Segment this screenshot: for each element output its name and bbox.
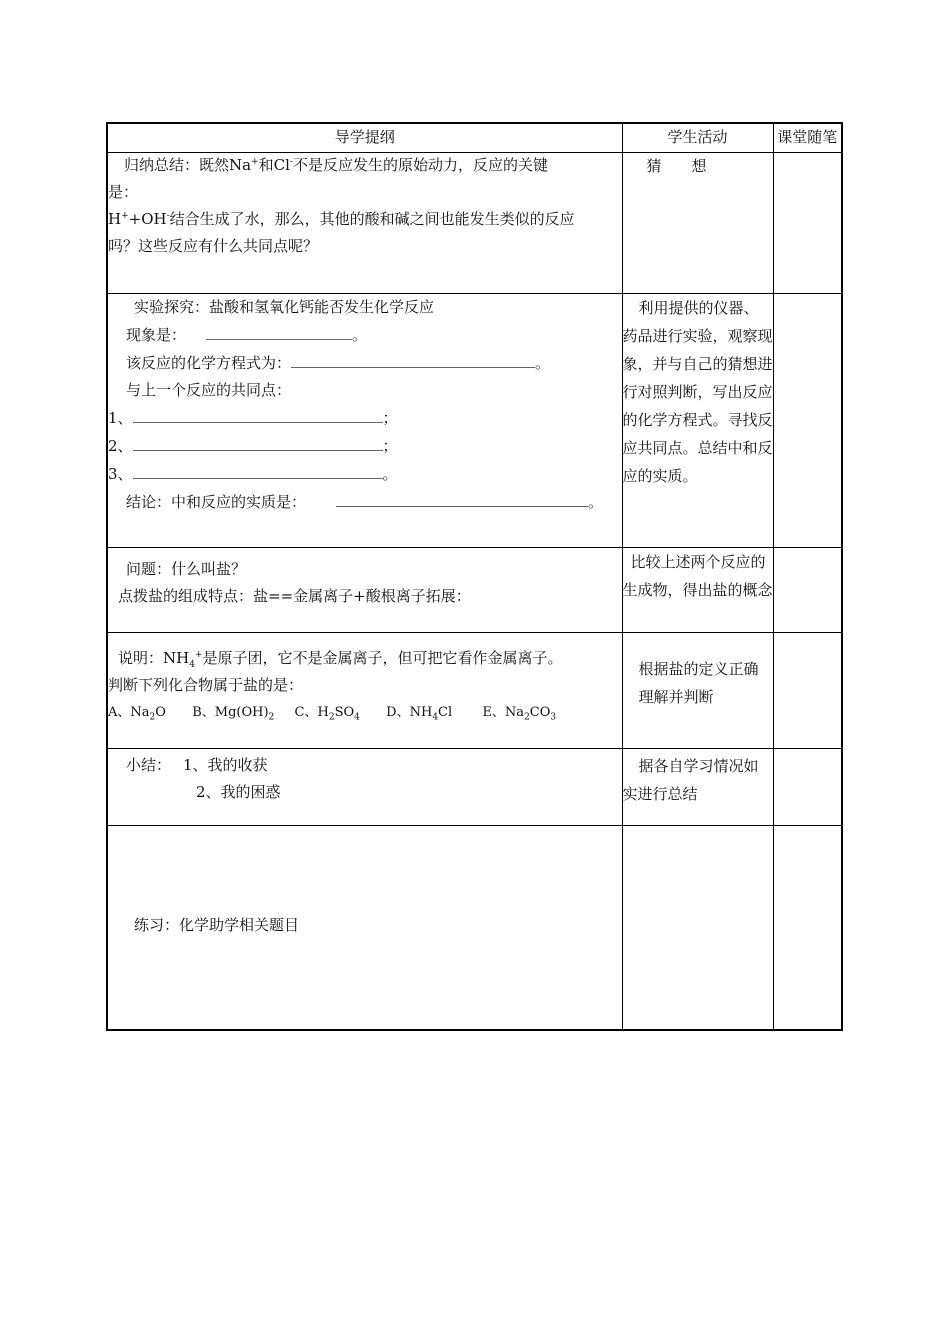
- notes-cell: [773, 749, 842, 826]
- lesson-plan-table: [106, 122, 843, 1031]
- common-points-label: 与上一个反应的共同点：: [126, 381, 292, 399]
- salt-tip: 点拨盐的组成特点：盐==金属离子+酸根离子拓展：: [118, 587, 471, 605]
- table-row: [107, 749, 842, 826]
- outline-cell-experiment: [107, 294, 622, 548]
- common-point-1-blank[interactable]: [133, 404, 383, 423]
- ammonium-note: 说明：$NH_4^+$是原子团，它不是金属离子，但可把它看作金属离子。: [118, 649, 563, 670]
- outline-cell-salt: [107, 548, 622, 633]
- notes-cell: [773, 633, 842, 749]
- summary-line-1: 归纳总结：既然Na+和Cl-不是反应发生的原始动力，反应的关键: [124, 156, 548, 174]
- activity-cell-reflection: [622, 749, 773, 826]
- notes-cell: [773, 153, 842, 294]
- option-b[interactable]: B、$Mg(OH)_2$: [192, 705, 275, 723]
- header-student-activity: 学生活动: [622, 123, 773, 153]
- phenomenon-blank[interactable]: [206, 321, 352, 340]
- exercise-line: 练习：化学助学相关题目: [134, 915, 300, 934]
- activity-cell-guess: [622, 153, 773, 294]
- activity-text: 根据盐的定义正确理解并判断: [638, 660, 759, 706]
- common-point-1: 1、 ；: [108, 404, 622, 432]
- summary-line-4: 吗？这些反应有什么共同点呢？: [108, 237, 319, 255]
- notes-cell: [773, 548, 842, 633]
- answer-options: [108, 699, 622, 726]
- option-a[interactable]: A、$Na_2O$: [108, 705, 166, 723]
- activity-cell-experiment: [622, 294, 773, 548]
- conclusion-blank[interactable]: [336, 488, 588, 507]
- activity-cell-salt: [622, 548, 773, 633]
- table-row: [107, 548, 842, 633]
- table-row: [107, 826, 842, 1030]
- option-c[interactable]: C、$H_2SO_4$: [294, 705, 360, 723]
- common-point-2: 2、 ；: [108, 432, 622, 460]
- table-row: [107, 153, 842, 294]
- option-d[interactable]: D、$NH_4Cl$: [386, 705, 453, 723]
- equation-line: 该反应的化学方程式为： 。: [108, 349, 622, 377]
- notes-cell: [773, 294, 842, 548]
- notes-cell: [773, 826, 842, 1030]
- option-e[interactable]: E、$Na_2CO_3$: [482, 705, 557, 723]
- header-guide-outline: 导学提纲: [107, 123, 622, 153]
- conclusion-line: 结论：中和反应的实质是： 。: [108, 488, 622, 516]
- activity-text: 比较上述两个反应的生成物，得出盐的概念: [622, 553, 773, 599]
- reflection-line-2: 2、我的困惑: [196, 783, 281, 801]
- header-class-notes: 课堂随笔: [773, 123, 842, 153]
- judge-prompt: 判断下列化合物属于盐的是：: [108, 676, 304, 694]
- outline-cell-exercise: [107, 826, 622, 1030]
- activity-text: 据各自学习情况如实进行总结: [622, 757, 759, 803]
- activity-text: 利用提供的仪器、药品进行实验，观察现象，并与自己的猜想进行对照判断，写出反应的化学方程式。寻找反应共同点。总结中和反应的实质。: [622, 299, 773, 485]
- reflection-line-1: 小结： 1、我的收获: [126, 756, 268, 774]
- salt-question: 问题：什么叫盐？: [126, 560, 247, 578]
- common-point-3: 3、 。: [108, 460, 622, 488]
- table-row: [107, 294, 842, 548]
- activity-cell-judge: [622, 633, 773, 749]
- table-row: [107, 633, 842, 749]
- outline-cell-summary-reflection: [107, 749, 622, 826]
- activity-text: 猜 想: [646, 157, 707, 175]
- activity-cell-empty: [622, 826, 773, 1030]
- equation-blank[interactable]: [291, 349, 535, 368]
- table-header-row: [107, 123, 842, 153]
- outline-cell-summary: [107, 153, 622, 294]
- summary-line-3: H++OH-结合生成了水，那么，其他的酸和碱之间也能发生类似的反应: [108, 210, 575, 228]
- summary-line-2: 是：: [108, 183, 139, 201]
- outline-cell-ammonium: [107, 633, 622, 749]
- common-point-3-blank[interactable]: [133, 460, 383, 479]
- phenomenon-line: 现象是： 。: [108, 321, 622, 349]
- common-point-2-blank[interactable]: [133, 432, 383, 451]
- experiment-title: 实验探究：盐酸和氢氧化钙能否发生化学反应: [134, 298, 435, 316]
